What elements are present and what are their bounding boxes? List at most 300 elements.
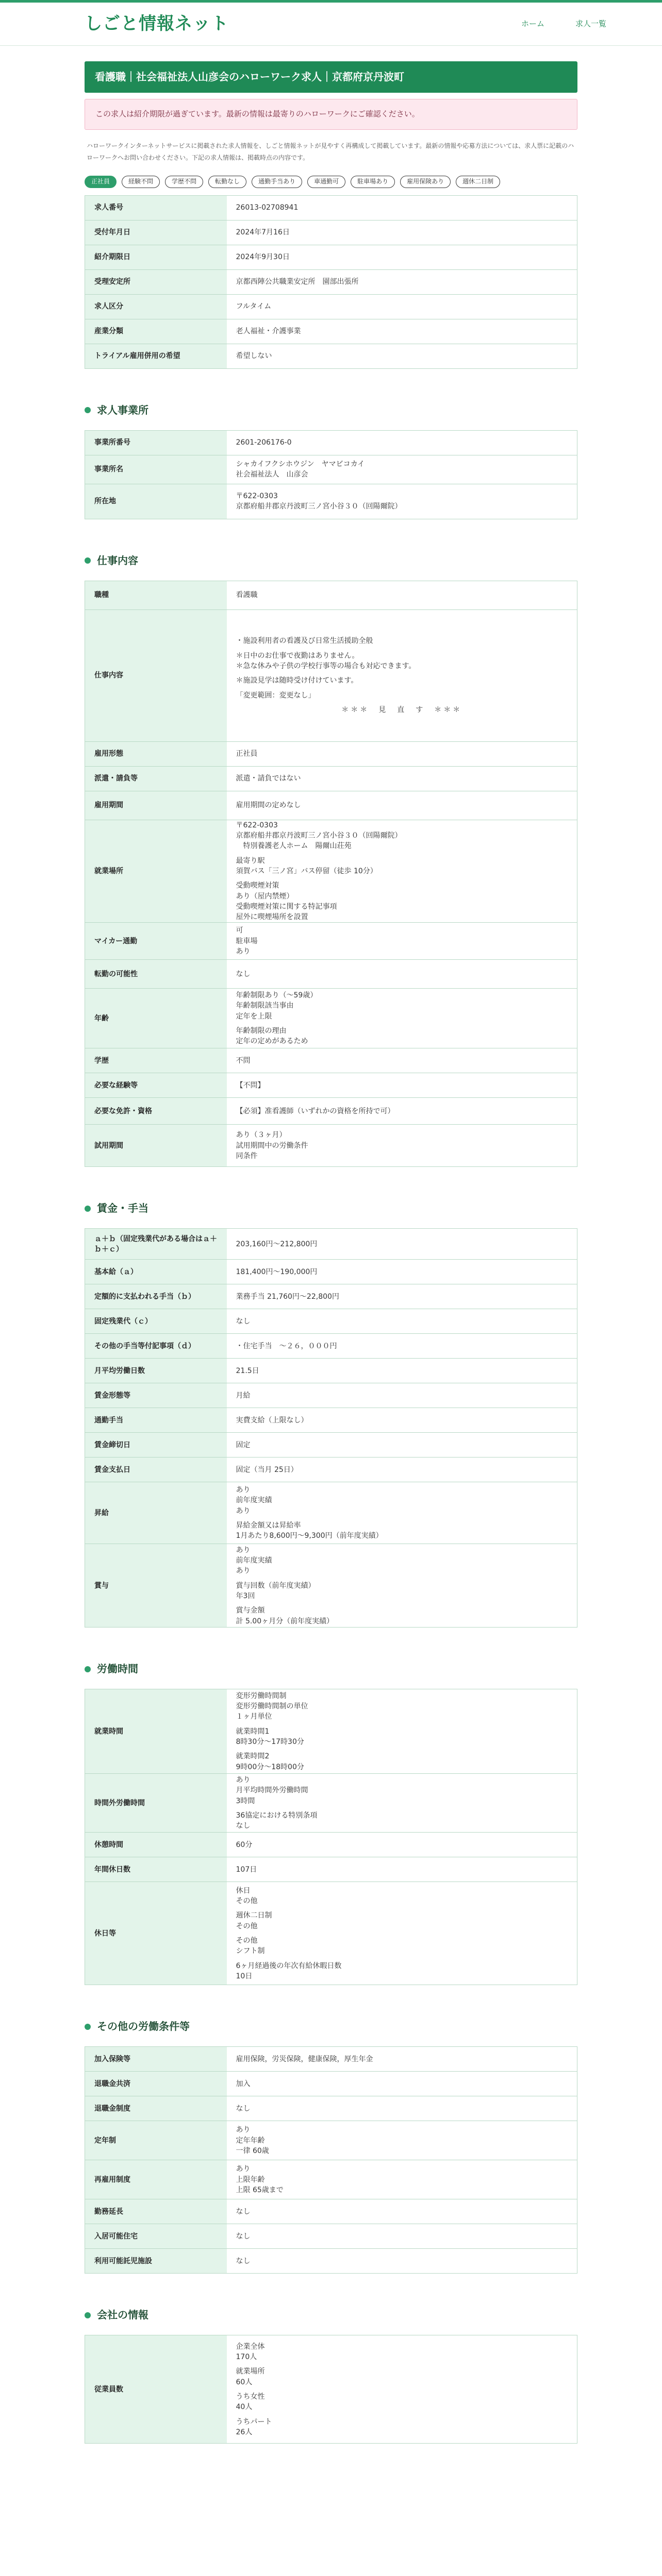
value-line: 須賀バス「三ノ宮」バス停留（徒歩 10分） — [236, 867, 377, 875]
table-row — [85, 581, 577, 609]
row-value — [227, 455, 577, 484]
table-row — [85, 820, 577, 923]
row-label: 加入保険等 — [85, 2047, 227, 2072]
row-value — [227, 1408, 577, 1433]
row-label: 必要な免許・資格 — [85, 1098, 227, 1125]
value-line — [236, 852, 568, 856]
section-heading — [85, 2302, 577, 2328]
row-value — [227, 484, 577, 519]
row-label: 勤務延長 — [85, 2199, 227, 2224]
row-label: 賃金形態等 — [85, 1383, 227, 1408]
value-line: 36協定における特別条項 — [236, 1811, 318, 1820]
nav-home-link[interactable]: ホーム — [521, 19, 544, 28]
row-label: 賞与 — [85, 1544, 227, 1628]
table-row — [85, 923, 577, 960]
row-label: 事業所番号 — [85, 430, 227, 455]
value-line: 看護職 — [236, 591, 258, 600]
value-line: 駐車場 — [236, 937, 258, 945]
value-line: 変形労働時間制 — [236, 1691, 287, 1700]
row-label: 雇用形態 — [85, 741, 227, 766]
value-line: 可 — [236, 926, 243, 935]
row-value — [227, 1309, 577, 1334]
header-nav — [521, 19, 606, 30]
row-value — [227, 2199, 577, 2224]
row-label: 年間休日数 — [85, 1857, 227, 1882]
row-value — [227, 1073, 577, 1098]
value-line — [236, 1722, 568, 1726]
value-line: ＊＊＊ 見 直 す ＊＊＊ — [341, 705, 462, 714]
row-value — [227, 2160, 577, 2199]
row-label: 再雇用制度 — [85, 2160, 227, 2199]
detail-table — [85, 581, 577, 1167]
value-line: 年齢制限あり（～59歳） — [236, 991, 318, 1000]
row-value — [227, 766, 577, 791]
row-label: 休日等 — [85, 1882, 227, 1985]
table-row — [85, 2199, 577, 2224]
value-line — [236, 1516, 568, 1520]
row-value — [227, 2096, 577, 2121]
table-row — [85, 344, 577, 368]
row-value — [227, 1359, 577, 1383]
row-value — [227, 1544, 577, 1628]
value-line: 定年を上限 — [236, 1012, 272, 1021]
value-line: 上限年齢 — [236, 2175, 265, 2184]
value-line: 一律 60歳 — [236, 2147, 269, 2156]
row-value — [227, 960, 577, 989]
value-line: フルタイム — [236, 302, 272, 311]
row-value — [227, 581, 577, 609]
row-value — [227, 1833, 577, 1857]
bullet-dot-icon — [85, 407, 91, 413]
value-line — [236, 671, 568, 675]
feature-tag: 週休二日制 — [456, 176, 500, 188]
table-row — [85, 1482, 577, 1544]
table-row — [85, 1284, 577, 1309]
row-value — [227, 820, 577, 923]
row-label: 転勤の可能性 — [85, 960, 227, 989]
row-label: 入居可能住宅 — [85, 2224, 227, 2249]
section-heading-text: 賃金・手当 — [97, 1202, 148, 1215]
table-row — [85, 2072, 577, 2096]
value-line: なし — [236, 970, 251, 978]
value-line: 受動喫煙対策 — [236, 882, 279, 890]
row-label: 定年制 — [85, 2121, 227, 2160]
row-value — [227, 245, 577, 269]
value-line: 固定 — [236, 1440, 251, 1449]
value-line: あり — [236, 2126, 251, 2134]
value-line: あり（屋内禁煙） — [236, 892, 294, 901]
value-line: １ヶ月単位 — [236, 1713, 272, 1721]
row-value — [227, 2249, 577, 2274]
value-line: 不問 — [236, 1056, 251, 1065]
value-line: 週休二日制 — [236, 1911, 272, 1920]
row-label: マイカー通勤 — [85, 923, 227, 960]
row-label: トライアル雇用併用の希望 — [85, 344, 227, 368]
value-line: 雇用保険，労災保険，健康保険，厚生年金 — [236, 2055, 373, 2063]
row-value — [227, 269, 577, 294]
value-line: 就業時間2 — [236, 1752, 270, 1761]
disclaimer-note: ハローワークインターネットサービスに掲載された求人情報を、しごと情報ネットが見やすく再構成して掲載しています。最新の情報や応募方法については、求人票に記載のハローワークへお問い合わせください。下記の求人情報は、掲載時点の内容です。 — [87, 142, 574, 161]
value-line: あり — [236, 1486, 251, 1495]
row-label: 事業所名 — [85, 455, 227, 484]
bullet-dot-icon — [85, 1206, 91, 1212]
value-line: 計 5.00ヶ月分（前年度実績） — [236, 1617, 334, 1625]
table-row — [85, 1408, 577, 1433]
value-line: 21.5日 — [236, 1366, 259, 1375]
table-row — [85, 2249, 577, 2274]
row-value — [227, 1433, 577, 1458]
value-line: シャカイフクシホウジン ヤマビコカイ — [236, 460, 365, 468]
row-label: 派遣・請負等 — [85, 766, 227, 791]
table-row — [85, 1073, 577, 1098]
row-label: 基本給（ａ） — [85, 1260, 227, 1284]
value-line: 派遣・請負ではない — [236, 774, 301, 783]
value-line: 屋外に喫煙場所を設置 — [236, 913, 308, 922]
detail-table — [85, 2335, 577, 2444]
row-value — [227, 1098, 577, 1125]
table-row — [85, 1098, 577, 1125]
row-value — [227, 1383, 577, 1408]
detail-table — [85, 2046, 577, 2274]
value-line — [236, 647, 568, 651]
value-line: その他 — [236, 1897, 258, 1906]
row-label: 退職金共済 — [85, 2072, 227, 2096]
row-value — [227, 1334, 577, 1359]
value-line: 月平均時間外労働時間 — [236, 1786, 308, 1795]
value-line: なし — [236, 2257, 251, 2265]
value-line — [236, 2362, 568, 2366]
value-line — [236, 701, 568, 705]
value-line: 最寄り駅 — [236, 856, 265, 865]
value-line: シフト制 — [236, 1947, 265, 1956]
value-line: 京都西陣公共職業安定所 園部出張所 — [236, 278, 359, 286]
section-heading — [85, 2014, 577, 2039]
row-value — [227, 1857, 577, 1882]
row-label: 産業分類 — [85, 319, 227, 344]
table-row — [85, 455, 577, 484]
feature-tag: 雇用保険あり — [400, 176, 451, 188]
table-row — [85, 2047, 577, 2072]
value-line: うちパート — [236, 2417, 272, 2426]
table-row — [85, 1833, 577, 1857]
page-title: 看護職｜社会福祉法人山彦会のハローワーク求人｜京都府京丹波町 — [85, 61, 577, 93]
job-detail-sections — [85, 195, 577, 2444]
row-value — [227, 344, 577, 368]
table-row — [85, 1309, 577, 1334]
value-line: その他 — [236, 1922, 258, 1930]
feature-tag: 駐車場あり — [351, 176, 395, 188]
value-line: 前年度実績 — [236, 1496, 272, 1505]
detail-table — [85, 1228, 577, 1628]
row-label: 受付年月日 — [85, 220, 227, 245]
value-line: ・住宅手当 ～２６，０００円 — [236, 1342, 337, 1350]
row-label: 所在地 — [85, 484, 227, 519]
table-row — [85, 791, 577, 820]
bullet-dot-icon — [85, 2024, 91, 2030]
table-row — [85, 2121, 577, 2160]
row-value — [227, 195, 577, 220]
value-line: 同条件 — [236, 1152, 258, 1161]
row-label: 利用可能託児施設 — [85, 2249, 227, 2274]
feature-tag: 学歴不問 — [165, 176, 203, 188]
value-line: 上限 65歳まで — [236, 2186, 284, 2195]
value-line: 賞与回数（前年度実績） — [236, 1581, 316, 1590]
value-line — [236, 2413, 568, 2417]
value-line: 2024年9月30日 — [236, 253, 290, 262]
row-label: 仕事内容 — [85, 609, 227, 741]
row-value — [227, 1482, 577, 1544]
row-label: 定額的に支払われる手当（ｂ） — [85, 1284, 227, 1309]
value-line: 雇用期間の定めなし — [236, 801, 301, 810]
row-value — [227, 1260, 577, 1284]
value-line: 休日 — [236, 1886, 251, 1895]
value-line: 定年の定めがあるため — [236, 1037, 308, 1046]
row-label: 固定残業代（ｃ） — [85, 1309, 227, 1334]
table-row — [85, 960, 577, 989]
value-line: 【必須】准看護師（いずれかの資格を所持で可） — [236, 1107, 395, 1115]
value-line: うち女性 — [236, 2392, 265, 2401]
value-line: あり — [236, 1776, 251, 1785]
table-row — [85, 989, 577, 1048]
value-line: 就業場所 — [236, 2367, 265, 2376]
row-label: 年齢 — [85, 989, 227, 1048]
row-label: 従業員数 — [85, 2335, 227, 2444]
value-line: 加入 — [236, 2079, 251, 2088]
row-label: 退職金制度 — [85, 2096, 227, 2121]
value-line: 170人 — [236, 2353, 257, 2362]
value-line: 8時30分～17時30分 — [236, 1738, 304, 1747]
value-line: 京都府船井郡京丹波町三ノ宮小谷３０（回陽爾院） — [236, 502, 402, 511]
row-label: 賃金締切日 — [85, 1433, 227, 1458]
value-line: なし — [236, 2232, 251, 2241]
detail-table — [85, 430, 577, 519]
value-line: その他 — [236, 1936, 258, 1945]
value-line: 特別養護老人ホーム 陽爾山荘苑 — [236, 842, 352, 851]
value-line: あり — [236, 2165, 251, 2174]
detail-table — [85, 195, 577, 369]
table-row — [85, 2096, 577, 2121]
value-line — [236, 1931, 568, 1936]
feature-tags — [85, 176, 577, 188]
table-row — [85, 1359, 577, 1383]
row-label: 受理安定所 — [85, 269, 227, 294]
value-line — [236, 1747, 568, 1751]
row-value — [227, 319, 577, 344]
row-value — [227, 1229, 577, 1260]
value-line: 昇給金額又は昇給率 — [236, 1521, 301, 1530]
table-row — [85, 609, 577, 741]
table-row — [85, 319, 577, 344]
value-line: なし — [236, 1317, 251, 1326]
row-label: 求人番号 — [85, 195, 227, 220]
table-row — [85, 1048, 577, 1073]
value-line: 9時00分～18時00分 — [236, 1762, 304, 1771]
value-line: 1月あたり8,600円～9,300円（前年度実績） — [236, 1532, 383, 1540]
table-row — [85, 1774, 577, 1833]
value-line — [236, 1906, 568, 1910]
value-line: 年3回 — [236, 1592, 255, 1601]
row-label: 必要な経験等 — [85, 1073, 227, 1098]
value-line: 【不問】 — [236, 1081, 265, 1090]
row-label: 昇給 — [85, 1482, 227, 1544]
row-value — [227, 220, 577, 245]
value-line: 老人福祉・介護事業 — [236, 327, 301, 336]
row-label: 通勤手当 — [85, 1408, 227, 1433]
value-line: あり — [236, 1567, 251, 1575]
table-row — [85, 1334, 577, 1359]
value-line: あり — [236, 1546, 251, 1554]
value-line: 固定（当月 25日） — [236, 1465, 298, 1474]
row-label: 就業場所 — [85, 820, 227, 923]
table-row — [85, 269, 577, 294]
section-heading — [85, 548, 577, 573]
main-content — [85, 61, 577, 2444]
row-value — [227, 1458, 577, 1482]
value-line: 3時間 — [236, 1797, 255, 1805]
value-line: 26人 — [236, 2428, 253, 2436]
row-label: 学歴 — [85, 1048, 227, 1073]
table-row — [85, 294, 577, 319]
row-label: 時間外労働時間 — [85, 1774, 227, 1833]
section-heading — [85, 398, 577, 423]
value-line: ＊急な休みや子供の学校行事等の場合も対応できます。 — [236, 662, 416, 670]
value-line: 賞与金額 — [236, 1606, 265, 1615]
bullet-dot-icon — [85, 1666, 91, 1672]
value-line — [236, 1022, 568, 1026]
value-line — [236, 2387, 568, 2392]
value-line: 年齢制限の理由 — [236, 1027, 287, 1036]
feature-tag: 通勤手当あり — [252, 176, 302, 188]
value-line: あり（３ヶ月） — [236, 1131, 287, 1140]
value-line: あり — [236, 947, 251, 956]
section-heading — [85, 1196, 577, 1221]
row-value — [227, 2335, 577, 2444]
table-row — [85, 2224, 577, 2249]
row-label: 紹介期限日 — [85, 245, 227, 269]
value-line — [236, 686, 568, 690]
value-line: 2024年7月16日 — [236, 228, 290, 237]
feature-tag: 転勤なし — [208, 176, 246, 188]
table-row — [85, 430, 577, 455]
value-line: 〒622-0303 — [236, 821, 278, 829]
value-line: 変形労働時間制の単位 — [236, 1702, 308, 1711]
row-label: 月平均労働日数 — [85, 1359, 227, 1383]
row-value — [227, 430, 577, 455]
row-label: 雇用期間 — [85, 791, 227, 820]
value-line: 月給 — [236, 1391, 251, 1400]
value-line: 社会福祉法人 山彦会 — [236, 470, 308, 479]
table-row — [85, 245, 577, 269]
row-value — [227, 791, 577, 820]
value-line: あり — [236, 1506, 251, 1515]
value-line — [236, 1577, 568, 1581]
row-value — [227, 609, 577, 741]
table-row — [85, 1689, 577, 1774]
value-line: 6ヶ月経過後の年次有給休暇日数 — [236, 1961, 342, 1970]
row-value — [227, 741, 577, 766]
value-line: 前年度実績 — [236, 1556, 272, 1565]
site-header — [0, 3, 662, 46]
expired-alert: この求人は紹介期限が過ぎています。最新の情報は最寄りのハローワークにご確認ください。 — [85, 99, 577, 130]
row-value — [227, 1689, 577, 1774]
value-line: なし — [236, 2207, 251, 2216]
row-value — [227, 294, 577, 319]
detail-table — [85, 1689, 577, 1985]
value-line: 60人 — [236, 2378, 253, 2386]
value-line — [236, 876, 568, 880]
value-line: 「変更範囲：変更なし」 — [236, 691, 316, 700]
row-label: 賃金支払日 — [85, 1458, 227, 1482]
bullet-dot-icon — [85, 557, 91, 564]
row-label: 職種 — [85, 581, 227, 609]
feature-tag: 経験不問 — [122, 176, 160, 188]
row-label: その他の手当等付記事項（ｄ） — [85, 1334, 227, 1359]
nav-search-link[interactable]: 求人一覧 — [575, 19, 606, 28]
table-row — [85, 1458, 577, 1482]
table-row — [85, 1125, 577, 1167]
row-label: 休憩時間 — [85, 1833, 227, 1857]
value-line: 60分 — [236, 1840, 253, 1849]
row-label: 試用期間 — [85, 1125, 227, 1167]
value-line: 181,400円～190,000円 — [236, 1267, 318, 1276]
table-row — [85, 484, 577, 519]
value-line: 業務手当 21,760円～22,800円 — [236, 1292, 339, 1301]
value-line: 〒622-0303 — [236, 492, 278, 500]
row-value — [227, 1284, 577, 1309]
table-row — [85, 2160, 577, 2199]
row-label: 求人区分 — [85, 294, 227, 319]
value-line: なし — [236, 2104, 251, 2113]
value-line: なし — [236, 1822, 251, 1831]
section-heading-text: 会社の情報 — [97, 2309, 148, 2321]
value-line: 正社員 — [236, 750, 258, 758]
value-line — [236, 1601, 568, 1605]
row-label: ａ＋ｂ（固定残業代がある場合はａ＋ｂ＋ｃ） — [85, 1229, 227, 1260]
value-line: 年齢制限該当事由 — [236, 1002, 294, 1010]
value-line: 受動喫煙対策に関する特記事項 — [236, 902, 337, 911]
table-row — [85, 1260, 577, 1284]
table-row — [85, 1544, 577, 1628]
section-heading-text: その他の労働条件等 — [97, 2020, 190, 2033]
value-line: ・施設利用者の看護及び日常生活援助全般 — [236, 637, 373, 646]
value-line: 107日 — [236, 1865, 257, 1874]
feature-tag: 正社員 — [85, 176, 117, 188]
value-line: 26013-02708941 — [236, 204, 299, 212]
value-line: ＊日中のお仕事で夜勤はありません。 — [236, 651, 359, 660]
site-logo[interactable]: しごと情報ネット — [85, 13, 229, 34]
value-line: 203,160円～212,800円 — [236, 1240, 318, 1248]
table-row — [85, 1857, 577, 1882]
value-line: 定年年齢 — [236, 2136, 265, 2145]
value-line: 40人 — [236, 2403, 253, 2412]
table-row — [85, 741, 577, 766]
section-heading-text: 労働時間 — [97, 1663, 138, 1675]
row-value — [227, 1125, 577, 1167]
section-heading — [85, 1656, 577, 1682]
value-line — [236, 1806, 568, 1810]
row-value — [227, 1048, 577, 1073]
section-heading-text: 求人事業所 — [97, 403, 148, 416]
row-value — [227, 989, 577, 1048]
feature-tag: 車通勤可 — [307, 176, 345, 188]
value-line: 2601-206176-0 — [236, 438, 292, 447]
value-line: 実費支給（上限なし） — [236, 1416, 308, 1425]
row-value — [227, 923, 577, 960]
row-label: 就業時間 — [85, 1689, 227, 1774]
value-line: 就業時間1 — [236, 1727, 270, 1736]
table-row — [85, 1383, 577, 1408]
row-value — [227, 2072, 577, 2096]
